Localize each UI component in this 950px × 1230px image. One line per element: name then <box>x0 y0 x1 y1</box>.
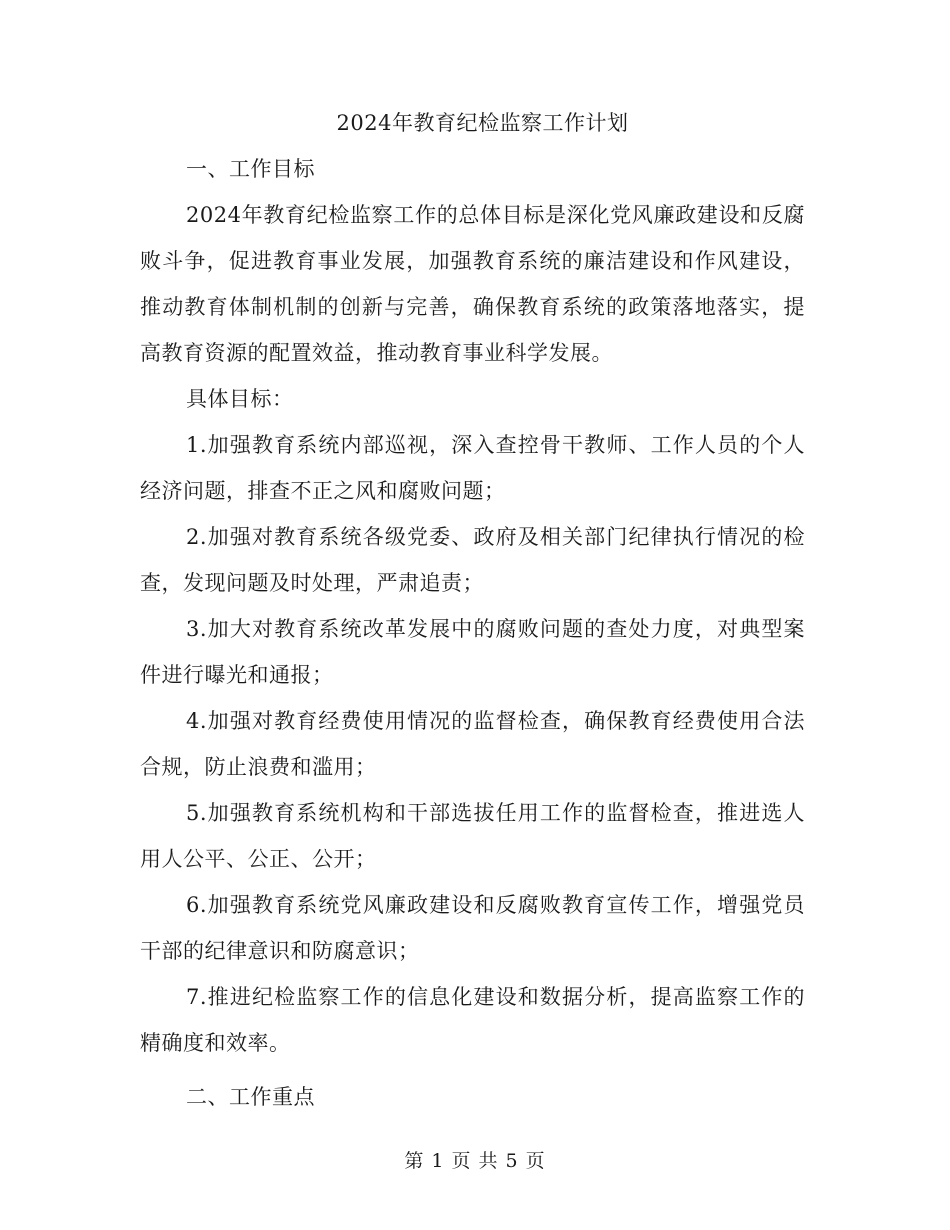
page-number-footer: 第 1 页 共 5 页 <box>404 1150 546 1172</box>
goal-item: 3.加大对教育系统改革发展中的腐败问题的查处力度，对典型案件进行曝光和通报； <box>140 617 805 687</box>
spacer <box>140 1066 805 1074</box>
document-title: 2024年教育纪检监察工作计划 <box>336 111 629 135</box>
goal-item: 4.加强对教育经费使用情况的监督检查，确保教育经费使用合法合规，防止浪费和滥用； <box>140 709 805 779</box>
goal-item: 7.推进纪检监察工作的信息化建设和数据分析，提高监察工作的精确度和效率。 <box>140 985 805 1055</box>
overall-goal-paragraph: 2024年教育纪检监察工作的总体目标是深化党风廉政建设和反腐败斗争，促进教育事业发展，加强教育系统的廉洁建设和作风建设，推动教育体制机制的创新与完善，确保教育系统的政策落地落实，提高教育资源的配置效益，推动教育事业科学发展。 <box>140 203 805 365</box>
specific-goals-label: 具体目标： <box>186 387 294 411</box>
section-heading-goals: 一、工作目标 <box>186 157 315 181</box>
goal-item: 2.加强对教育系统各级党委、政府及相关部门纪律执行情况的检查，发现问题及时处理，严肃追责； <box>140 525 805 595</box>
document-body <box>140 100 805 1120</box>
goal-item: 6.加强教育系统党风廉政建设和反腐败教育宣传工作，增强党员干部的纪律意识和防腐意识； <box>140 893 805 963</box>
section-heading-focus: 二、工作重点 <box>186 1085 315 1109</box>
goal-item: 1.加强教育系统内部巡视，深入查控骨干教师、工作人员的个人经济问题，排查不正之风和腐败问题； <box>140 433 805 503</box>
goal-item: 5.加强教育系统机构和干部选拔任用工作的监督检查，推进选人用人公平、公正、公开； <box>140 801 805 871</box>
